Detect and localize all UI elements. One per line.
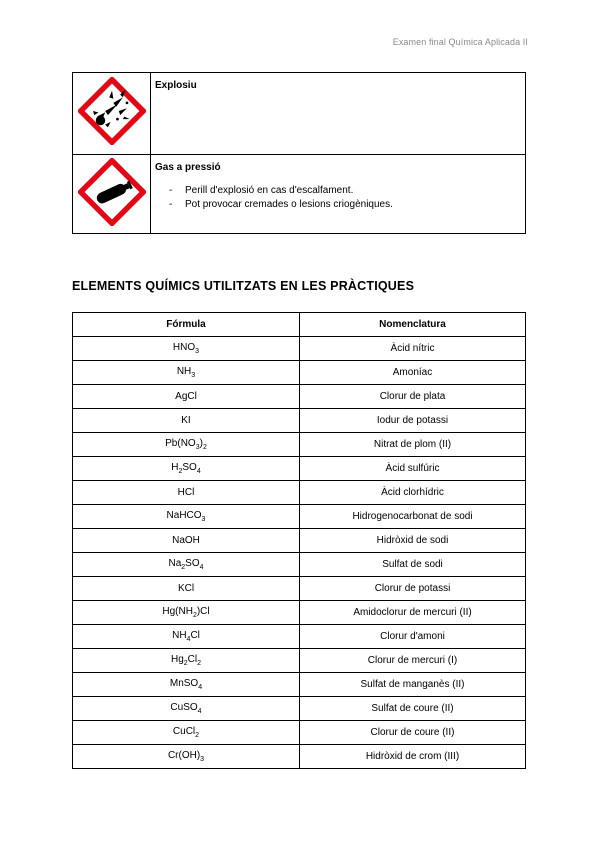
- table-row: [73, 745, 526, 769]
- formula-text: MnSO: [169, 678, 199, 689]
- formula-text: Pb(NO: [165, 438, 196, 449]
- nomenclature-cell: Nitrat de plom (II): [300, 433, 526, 457]
- section-title: ELEMENTS QUÍMICS UTILITZATS EN LES PRÀCTIQUES: [72, 279, 415, 293]
- table-row: [73, 553, 526, 577]
- formula-subscript: 3: [191, 372, 196, 379]
- formula-text: SO: [182, 462, 197, 473]
- page-header-note: Examen final Química Aplicada II: [392, 37, 528, 47]
- chemicals-table: [72, 312, 526, 769]
- formula-text: Cr(OH): [167, 750, 201, 761]
- formula-cell: [73, 505, 300, 529]
- formula-cell: [73, 361, 300, 385]
- gas-cylinder-icon: [78, 158, 146, 226]
- nomenclature-cell: Clorur de plata: [300, 385, 526, 409]
- nomenclature-cell: Àcid nítric: [300, 337, 526, 361]
- chemicals-table-body: [73, 337, 526, 769]
- nomenclature-cell: Hidròxid de sodi: [300, 529, 526, 553]
- nomenclature-cell: Amidoclorur de mercuri (II): [300, 601, 526, 625]
- formula-cell: [73, 625, 300, 649]
- table-row: [73, 625, 526, 649]
- hazard-pictogram-cell: [73, 73, 151, 155]
- table-row: [73, 601, 526, 625]
- formula-text: CuCl: [172, 726, 196, 737]
- formula-text: NaOH: [172, 535, 200, 546]
- table-row: [73, 673, 526, 697]
- formula-subscript: 4: [198, 684, 203, 691]
- nomenclature-cell: Amoníac: [300, 361, 526, 385]
- explosive-icon: [78, 77, 146, 145]
- nomenclature-cell: Hidròxid de crom (III): [300, 745, 526, 769]
- formula-cell: [73, 433, 300, 457]
- hazard-pictogram-cell: [73, 155, 151, 234]
- column-header-formula: Fórmula: [73, 313, 300, 337]
- formula-subscript: 2: [181, 564, 186, 571]
- formula-text: H: [171, 462, 179, 473]
- formula-cell: [73, 481, 300, 505]
- formula-subscript: 4: [196, 468, 201, 475]
- table-row: [73, 433, 526, 457]
- hazard-description-cell: [151, 73, 526, 155]
- formula-text: HCl: [177, 487, 195, 498]
- table-row: [73, 529, 526, 553]
- formula-cell: [73, 337, 300, 361]
- formula-text: SO: [185, 558, 200, 569]
- table-row: [73, 577, 526, 601]
- nomenclature-cell: Sulfat de manganès (II): [300, 673, 526, 697]
- formula-cell: [73, 649, 300, 673]
- formula-cell: [73, 457, 300, 481]
- table-row: [73, 457, 526, 481]
- formula-text: Hg(NH: [162, 606, 193, 617]
- formula-subscript: 2: [195, 732, 200, 739]
- formula-text: HNO: [172, 342, 196, 353]
- formula-subscript: 4: [199, 564, 204, 571]
- formula-text: )Cl: [196, 606, 210, 617]
- formula-text: NH: [172, 630, 187, 641]
- formula-subscript: 2: [192, 612, 197, 619]
- nomenclature-cell: Àcid clorhídric: [300, 481, 526, 505]
- formula-cell: [73, 697, 300, 721]
- formula-subscript: 3: [201, 516, 206, 523]
- nomenclature-cell: Clorur de potassi: [300, 577, 526, 601]
- formula-cell: [73, 385, 300, 409]
- formula-cell: [73, 721, 300, 745]
- hazard-statement-list: [169, 184, 525, 212]
- hazard-row-explosive: [73, 73, 526, 155]
- table-row: [73, 697, 526, 721]
- formula-text: Na: [168, 558, 182, 569]
- formula-subscript: 4: [186, 636, 191, 643]
- formula-text: KI: [181, 415, 191, 426]
- formula-cell: [73, 601, 300, 625]
- hazard-statement: - Pot provocar cremades o lesions criogèniques.: [169, 198, 525, 212]
- hazard-title-explosive: Explosiu: [155, 80, 197, 91]
- nomenclature-cell: Sulfat de coure (II): [300, 697, 526, 721]
- hazard-description-cell: [151, 155, 526, 234]
- nomenclature-cell: Clorur de mercuri (I): [300, 649, 526, 673]
- table-row: [73, 481, 526, 505]
- formula-cell: [73, 577, 300, 601]
- formula-cell: [73, 673, 300, 697]
- formula-subscript: 2: [202, 444, 207, 451]
- nomenclature-cell: Iodur de potassi: [300, 409, 526, 433]
- table-row: [73, 361, 526, 385]
- formula-text: ): [199, 438, 203, 449]
- formula-text: NH: [176, 366, 192, 377]
- nomenclature-cell: Hidrogenocarbonat de sodi: [300, 505, 526, 529]
- formula-subscript: 3: [200, 756, 205, 763]
- hazard-row-gas: [73, 155, 526, 234]
- formula-subscript: 4: [197, 708, 202, 715]
- formula-subscript: 2: [197, 660, 202, 667]
- nomenclature-cell: Sulfat de sodi: [300, 553, 526, 577]
- table-row: [73, 721, 526, 745]
- formula-cell: [73, 745, 300, 769]
- table-row: [73, 649, 526, 673]
- nomenclature-cell: Àcid sulfúric: [300, 457, 526, 481]
- formula-subscript: 2: [178, 468, 183, 475]
- formula-text: CuSO: [170, 702, 198, 713]
- nomenclature-cell: Clorur de coure (II): [300, 721, 526, 745]
- formula-subscript: 3: [195, 444, 200, 451]
- hazard-table: [72, 72, 526, 234]
- formula-cell: [73, 553, 300, 577]
- table-row: [73, 337, 526, 361]
- table-header-row: [73, 313, 526, 337]
- table-row: [73, 385, 526, 409]
- formula-text: Cl: [187, 654, 198, 665]
- formula-text: KCl: [177, 583, 195, 594]
- table-row: [73, 409, 526, 433]
- hazard-title-gas: Gas a pressió: [155, 162, 221, 173]
- nomenclature-cell: Clorur d'amoni: [300, 625, 526, 649]
- formula-cell: [73, 409, 300, 433]
- formula-text: AgCl: [175, 391, 197, 402]
- formula-text: Hg: [170, 654, 184, 665]
- formula-text: Cl: [190, 630, 200, 641]
- formula-subscript: 3: [195, 348, 200, 355]
- formula-text: NaHCO: [166, 510, 202, 521]
- hazard-statement: - Perill d'explosió en cas d'escalfament.: [169, 184, 525, 198]
- column-header-nomenclature: Nomenclatura: [300, 313, 526, 337]
- table-row: [73, 505, 526, 529]
- formula-cell: [73, 529, 300, 553]
- formula-subscript: 2: [183, 660, 188, 667]
